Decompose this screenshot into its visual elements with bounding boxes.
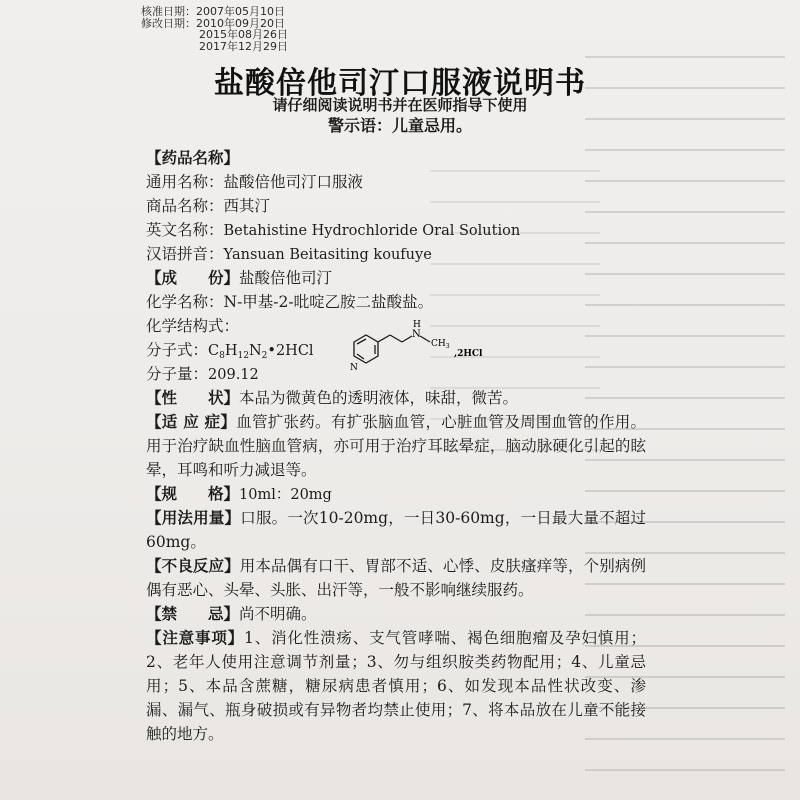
revision-date-2: 2015年08月26日 <box>199 28 288 41</box>
trade-name: 商品名称：西其汀 <box>146 197 271 215</box>
structure-label: 化学结构式： <box>146 317 240 335</box>
composition-header: 【成 份】 <box>146 268 240 287</box>
contra-text: 尚不明确。 <box>239 605 317 623</box>
revision-date-3: 2017年12月29日 <box>199 39 288 53</box>
methyl-group: $CH_3$ <box>431 339 450 350</box>
chemical-name: 化学名称：N-甲基-2-吡啶乙胺二盐酸盐。 <box>146 293 434 311</box>
spec-text: 10ml：20mg <box>239 487 332 503</box>
side-chain <box>378 335 430 342</box>
weight-value: 209.12 <box>208 367 259 383</box>
approval-date: 核准日期：2007年05月10日 <box>141 5 285 18</box>
english-name-label: 英文名称： <box>146 221 224 239</box>
precautions-para <box>146 626 646 746</box>
dosage-para <box>146 506 646 554</box>
warning-line: 警示语：儿童忌用。 <box>327 116 472 135</box>
precautions-text: 1、消化性溃疡、支气管哮喘、褐色细胞瘤及孕妇慎用；2、老年人使用注意调节剂量；3、勿与组织胺类药物配用；4、儿童忌用；5、本品含蔗糖，糖尿病患者慎用；6、如发现本品性状改变、渗漏、漏气、瓶身破损或有异物者均禁止使用；7、将本品放在儿童不能接触的地方。 <box>146 629 646 743</box>
properties-row <box>146 386 646 410</box>
section-drug-name-header: 【药品名称】 <box>146 148 240 167</box>
document-title: 盐酸倍他司汀口服液说明书 <box>214 66 586 101</box>
indications-header: 【适 应 症】 <box>146 412 237 431</box>
composition-text: 盐酸倍他司汀 <box>239 269 333 287</box>
pinyin-name: Yansuan Beitasiting koufuye <box>223 247 432 263</box>
spec-header: 【规 格】 <box>146 484 240 503</box>
formula-text: $C_8H_{12}N_2•2HCl$ <box>208 343 314 361</box>
properties-text: 本品为微黄色的透明液体，味甜，微苦。 <box>239 389 519 407</box>
dosage-header: 【用法用量】 <box>146 508 241 527</box>
weight-label: 分子量： <box>146 365 209 383</box>
formula-label: 分子式： <box>146 341 209 359</box>
revision-dates <box>141 6 288 52</box>
composition-row <box>146 266 646 290</box>
pinyin-row <box>146 242 646 266</box>
contra-row <box>146 602 646 626</box>
english-name-row <box>146 218 646 242</box>
chemical-structure-diagram <box>342 320 502 373</box>
dosage-text: 口服。一次10-20mg，一日30-60mg，一日最大量不超过60mg。 <box>146 509 646 551</box>
adverse-header: 【不良反应】 <box>146 556 240 575</box>
indications-text: 血管扩张药。有扩张脑血管，心脏血管及周围血管的作用。用于治疗缺血性脑血管病，亦可用于治疗耳眩晕症，脑动脉硬化引起的眩晕，耳鸣和听力减退等。 <box>146 413 646 479</box>
generic-name: 通用名称：盐酸倍他司汀口服液 <box>146 173 364 191</box>
revision-date-1: 修改日期：2010年09月20日 <box>141 16 285 30</box>
amine-nitrogen: N <box>412 329 421 340</box>
leaflet-body <box>146 146 646 746</box>
ring-nitrogen: N <box>350 363 358 373</box>
english-name: Betahistine Hydrochloride Oral Solution <box>223 223 521 239</box>
indications-para <box>146 410 646 482</box>
pyridine-ring <box>354 335 378 363</box>
contra-header: 【禁 忌】 <box>146 604 240 623</box>
pinyin-label: 汉语拼音： <box>146 245 224 263</box>
document-subtitle: 请仔细阅读说明书并在医师指导下使用 <box>272 96 528 114</box>
amine-hydrogen: H <box>413 320 421 330</box>
spec-row <box>146 482 646 506</box>
adverse-para <box>146 554 646 602</box>
properties-header: 【性 状】 <box>146 388 240 407</box>
adverse-text: 用本品偶有口干、胃部不适、心悸、皮肤瘙痒等，个别病例偶有恶心、头晕、头胀、出汗等，一般不影响继续服药。 <box>146 557 646 599</box>
salt-label: ,2HCl <box>454 349 483 359</box>
precautions-header: 【注意事项】 <box>146 628 245 647</box>
